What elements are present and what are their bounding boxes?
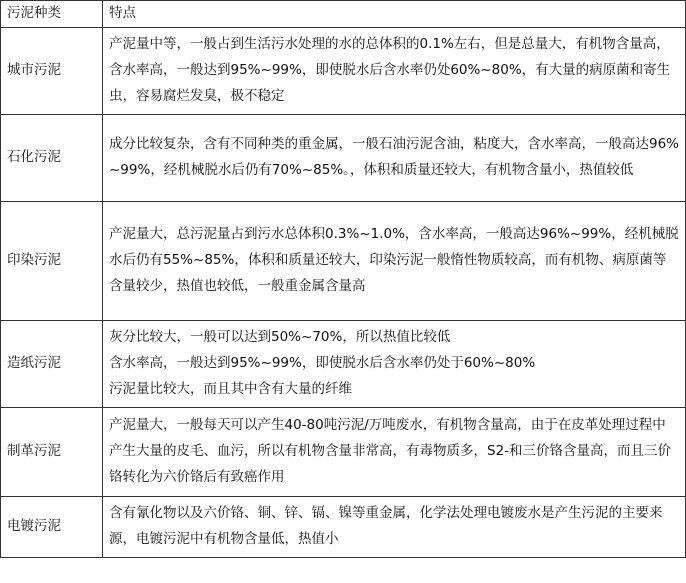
sludge-type-cell: 石化污泥 xyxy=(1,115,103,202)
header-row xyxy=(1,1,686,28)
features-line: 污泥量比较大，而且其中含有大量的纤维 xyxy=(109,380,352,397)
table-row xyxy=(1,202,686,321)
table-row xyxy=(1,497,686,558)
sludge-type-cell: 城市污泥 xyxy=(1,28,103,115)
table-row xyxy=(1,28,686,115)
sludge-type-cell: 电镀污泥 xyxy=(1,497,103,558)
features-cell: 含有氰化物以及六价铬、铜、锌、镉、镍等重金属，化学法处理电镀废水是产生污泥的主要来源，电镀污泥中有机物含量低，热值小 xyxy=(103,497,686,558)
table-row xyxy=(1,321,686,408)
features-cell: 产泥量中等，一般占到生活污水处理的水的总体积的0.1%左右，但是总量大，有机物含量高，含水率高，一般达到95%~99%，即使脱水后含水率仍处60%~80%，有大量的病原菌和寄生虫，容易腐烂发臭，极不稳定 xyxy=(103,28,686,115)
sludge-type-cell: 制革污泥 xyxy=(1,408,103,497)
features-cell: 产泥量大，总污泥量占到污水总体积0.3%~1.0%，含水率高，一般高达96%~99%，经机械脱水后仍有55%~85%，体积和质量还较大，印染污泥一般惰性物质较高，而有机物、病原菌等含量较少，热值也较低，一般重金属含量高 xyxy=(103,202,686,321)
features-cell xyxy=(103,321,686,408)
table-row xyxy=(1,408,686,497)
header-features: 特点 xyxy=(103,1,686,28)
features-cell: 产泥量大，一般每天可以产生40-80吨污泥/万吨废水，有机物含量高，由于在皮革处理过程中产生大量的皮毛、血污，所以有机物含量非常高，有毒物质多，S2-和三价铬含量高，而且三价铬转化为六价铬后有致癌作用 xyxy=(103,408,686,497)
sludge-type-cell: 印染污泥 xyxy=(1,202,103,321)
features-line: 灰分比较大，一般可以达到50%~70%，所以热值比较低 xyxy=(109,329,451,346)
features-line: 含水率高，一般达到95%~99%，即使脱水后含水率仍处于60%~80% xyxy=(109,355,536,372)
header-sludge-type: 污泥种类 xyxy=(1,1,103,28)
sludge-type-cell: 造纸污泥 xyxy=(1,321,103,408)
features-cell: 成分比较复杂，含有不同种类的重金属，一般石油污泥含油，粘度大，含水率高，一般高达96%~99%，经机械脱水后仍有70%~85%。，体积和质量还较大，有机物含量小，热值较低 xyxy=(103,115,686,202)
table-row xyxy=(1,115,686,202)
